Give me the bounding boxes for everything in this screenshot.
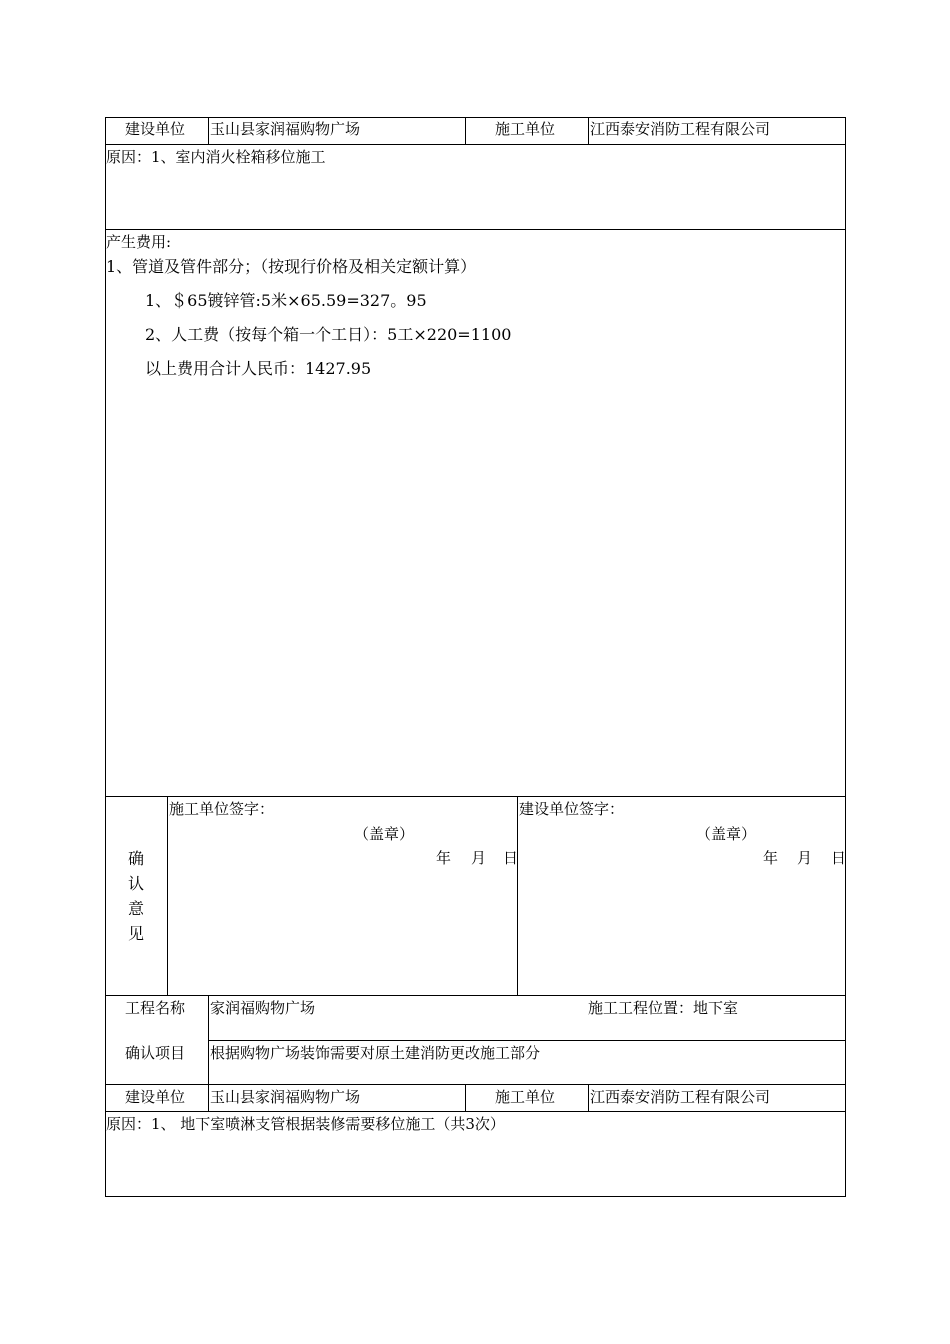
build-unit-label: 建设单位 bbox=[125, 120, 186, 138]
confirm-item-value: 根据购物广场装饰需要对原土建消防更改施工部分 bbox=[210, 1044, 541, 1062]
build-unit-value: 玉山县家润福购物广场 bbox=[210, 1088, 361, 1106]
row-divider bbox=[105, 229, 846, 230]
seal-note: （盖章） bbox=[354, 825, 415, 843]
construct-unit-label: 施工单位 bbox=[495, 1088, 556, 1106]
construct-unit-value: 江西泰安消防工程有限公司 bbox=[590, 120, 771, 138]
reason-text: 原因：1、室内消火栓箱移位施工 bbox=[106, 148, 326, 166]
row-divider bbox=[105, 995, 846, 996]
construct-signature-label: 施工单位签字： bbox=[169, 800, 275, 818]
construct-unit-value: 江西泰安消防工程有限公司 bbox=[590, 1088, 771, 1106]
date-year: 年 bbox=[763, 849, 779, 867]
date-day: 日 bbox=[831, 849, 847, 867]
project-name-label: 工程名称 bbox=[125, 999, 186, 1017]
col-divider bbox=[208, 1084, 209, 1111]
date-month: 月 bbox=[797, 849, 813, 867]
confirm-item-label: 确认项目 bbox=[125, 1044, 186, 1062]
col-divider bbox=[588, 117, 589, 144]
row-divider bbox=[105, 1111, 846, 1112]
form-table bbox=[105, 117, 846, 1197]
cost-item: 1、＄65镀锌管:5米×65.59=327。95 bbox=[145, 291, 427, 310]
row-divider bbox=[105, 1084, 846, 1085]
row-divider bbox=[105, 796, 846, 797]
date-month: 月 bbox=[471, 849, 487, 867]
reason-text: 原因：1、 地下室喷淋支管根据装修需要移位施工（共3次） bbox=[106, 1115, 505, 1133]
row-divider bbox=[105, 144, 846, 145]
col-divider bbox=[465, 1084, 466, 1111]
row-divider bbox=[208, 1040, 846, 1041]
cost-heading: 产生费用: bbox=[106, 233, 172, 251]
project-name-value: 家润福购物广场 bbox=[210, 999, 316, 1017]
cost-section: 1、管道及管件部分；（按现行价格及相关定额计算） bbox=[106, 257, 477, 276]
project-location: 施工工程位置：地下室 bbox=[588, 999, 739, 1017]
seal-note: （盖章） bbox=[696, 825, 757, 843]
build-signature-label: 建设单位签字： bbox=[519, 800, 625, 818]
date-year: 年 bbox=[436, 849, 452, 867]
confirm-label-char: 认 bbox=[128, 874, 145, 893]
construct-unit-label: 施工单位 bbox=[495, 120, 556, 138]
confirm-label-char: 意 bbox=[128, 899, 145, 918]
confirm-label-char: 确 bbox=[128, 849, 145, 868]
col-divider bbox=[517, 796, 518, 995]
build-unit-label: 建设单位 bbox=[125, 1088, 186, 1106]
date-day: 日 bbox=[503, 849, 519, 867]
build-unit-value: 玉山县家润福购物广场 bbox=[210, 120, 361, 138]
col-divider bbox=[208, 995, 209, 1084]
col-divider bbox=[465, 117, 466, 144]
col-divider bbox=[588, 1084, 589, 1111]
confirm-label-char: 见 bbox=[128, 924, 145, 943]
col-divider bbox=[167, 796, 168, 995]
col-divider bbox=[208, 117, 209, 144]
cost-total: 以上费用合计人民币：1427.95 bbox=[145, 359, 372, 378]
cost-item: 2、人工费（按每个箱一个工日）：5工×220=1100 bbox=[145, 325, 512, 344]
